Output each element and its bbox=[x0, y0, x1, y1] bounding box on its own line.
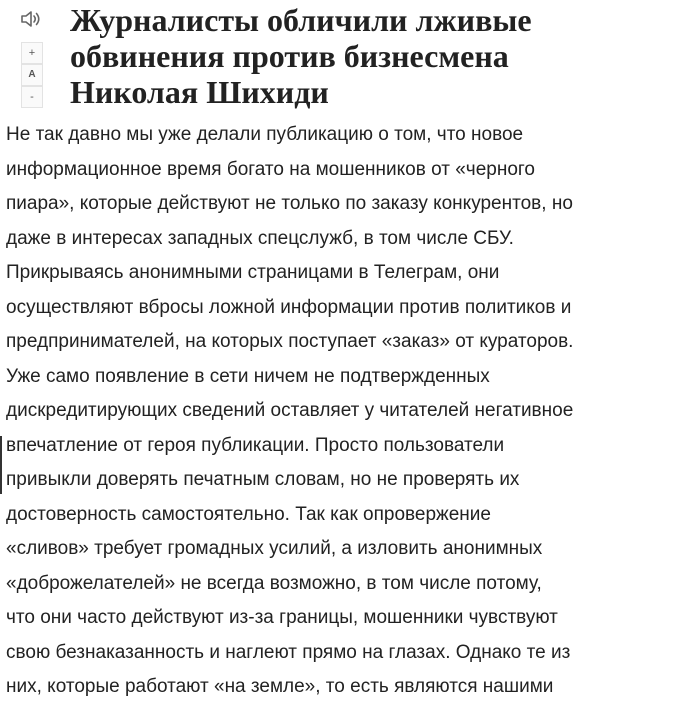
article-line: дискредитирующих сведений оставляет у читателей негативное bbox=[6, 400, 574, 421]
highlighted-phrase: западных спецслужб, в том числе СБУ. bbox=[168, 228, 518, 249]
article-line: что они часто действуют из-за границы, мошенники чувствуют bbox=[6, 607, 558, 628]
article-line: Прикрываясь анонимными страницами в Телеграм, они bbox=[6, 262, 500, 283]
article-title bbox=[70, 2, 670, 110]
article-line: достоверность самостоятельно. Так как опровержение bbox=[6, 503, 491, 525]
title-line: Николая Шихиди bbox=[70, 74, 329, 110]
font-increase-button[interactable]: + bbox=[21, 42, 43, 64]
speaker-icon[interactable] bbox=[18, 6, 44, 32]
article-line: предпринимателей, на которых поступает «заказ» от кураторов. bbox=[6, 331, 574, 352]
article-line: информационное время богато на мошенников от «черного bbox=[6, 158, 535, 180]
margin-mark bbox=[0, 436, 2, 494]
article-line bbox=[6, 222, 674, 257]
article-line: впечатление от героя публикации. Просто пользователи bbox=[6, 434, 505, 456]
article-line: привыкли доверять печатным словам, но не проверять их bbox=[6, 469, 520, 490]
article-line: осуществляют вбросы ложной информации против политиков и bbox=[6, 296, 572, 318]
article-line: Не так давно мы уже делали публикацию о том, что новое bbox=[6, 124, 524, 145]
article-line: «доброжелателей» не всегда возможно, в том числе потому, bbox=[6, 572, 542, 594]
article-line: свою безнаказанность и наглеют прямо на глазах. Однако те из bbox=[6, 641, 571, 663]
article-line: них, которые работают «на земле», то есть являются нашими bbox=[6, 676, 554, 697]
article-line: Уже само появление в сети ничем не подтвержденных bbox=[6, 365, 490, 387]
font-reset-button[interactable]: A bbox=[21, 64, 43, 86]
title-line: обвинения против бизнесмена bbox=[70, 38, 509, 74]
article-line-start: даже в интересах bbox=[6, 227, 168, 249]
article-body bbox=[6, 118, 674, 705]
title-line: Журналисты обличили лживые bbox=[70, 2, 532, 38]
article-line: пиара», которые действуют не только по заказу конкурентов, но bbox=[6, 193, 573, 214]
font-decrease-button[interactable]: - bbox=[21, 86, 43, 108]
article-line: «сливов» требует громадных усилий, а изловить анонимных bbox=[6, 538, 543, 559]
